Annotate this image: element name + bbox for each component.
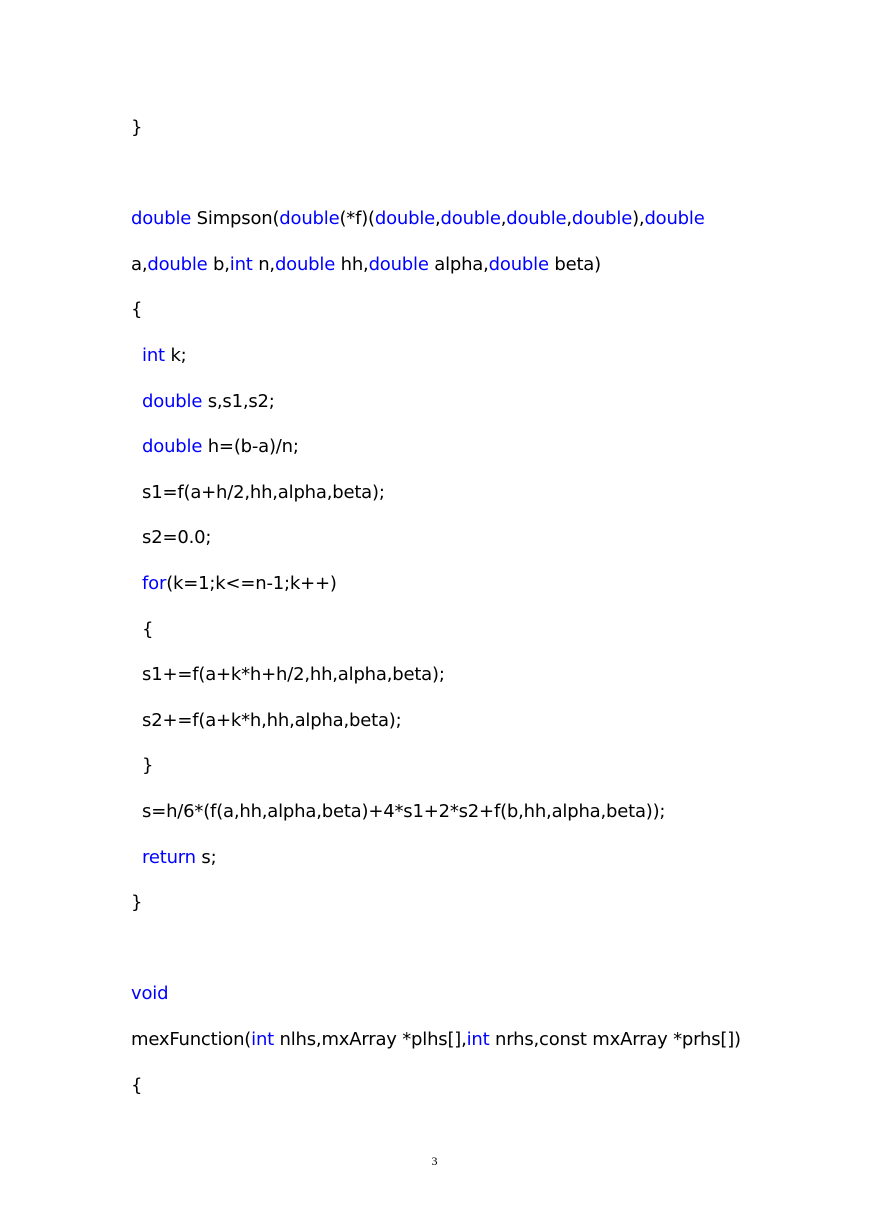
- code-text: (*f)(: [339, 208, 375, 229]
- code-line: [131, 982, 168, 1006]
- code-line: [131, 572, 337, 596]
- code-keyword: double: [131, 208, 192, 229]
- code-line: [131, 435, 299, 459]
- code-keyword: return: [142, 847, 196, 868]
- code-line: [131, 298, 142, 322]
- code-line: [131, 663, 445, 687]
- code-keyword: double: [142, 436, 203, 457]
- code-text: s,s1,s2;: [202, 391, 275, 412]
- code-keyword: int: [229, 254, 253, 275]
- code-keyword: int: [466, 1029, 490, 1050]
- code-text: alpha,: [428, 254, 489, 275]
- code-text: ,: [566, 208, 572, 229]
- code-text: n,: [252, 254, 275, 275]
- code-text: beta): [548, 254, 601, 275]
- code-line: [131, 1028, 741, 1052]
- code-line: [131, 891, 142, 915]
- code-keyword: double: [147, 254, 208, 275]
- code-text: s=h/6*(f(a,hh,alpha,beta)+4*s1+2*s2+f(b,hh,alpha,beta));: [131, 801, 666, 822]
- code-keyword: double: [440, 208, 501, 229]
- code-line: [131, 846, 216, 870]
- code-text: [131, 847, 142, 868]
- code-keyword: void: [131, 983, 169, 1004]
- code-line: [131, 253, 601, 277]
- code-text: b,: [207, 254, 230, 275]
- code-keyword: double: [368, 254, 429, 275]
- code-text: {: [131, 299, 143, 320]
- code-keyword: int: [251, 1029, 275, 1050]
- code-line: [131, 344, 187, 368]
- code-keyword: double: [506, 208, 567, 229]
- code-text: nrhs,const mxArray *prhs[]): [489, 1029, 741, 1050]
- code-keyword: double: [279, 208, 340, 229]
- code-line: [131, 1074, 142, 1098]
- code-keyword: double: [142, 391, 203, 412]
- code-line: [131, 618, 153, 642]
- code-line: [131, 390, 275, 414]
- code-text: s2+=f(a+k*h,hh,alpha,beta);: [131, 710, 402, 731]
- code-text: k;: [164, 345, 187, 366]
- code-text: s2=0.0;: [131, 527, 212, 548]
- code-keyword: double: [644, 208, 705, 229]
- code-keyword: int: [142, 345, 165, 366]
- code-keyword: double: [488, 254, 549, 275]
- code-text: ),: [632, 208, 645, 229]
- code-text: a,: [131, 254, 148, 275]
- code-text: h=(b-a)/n;: [202, 436, 299, 457]
- code-line: [131, 116, 142, 140]
- code-text: [131, 436, 142, 457]
- code-text: hh,: [335, 254, 369, 275]
- code-text: mexFunction(: [131, 1029, 252, 1050]
- code-text: nlhs,mxArray *plhs[],: [274, 1029, 467, 1050]
- code-keyword: double: [571, 208, 633, 229]
- code-line: [131, 481, 385, 505]
- code-text: Simpson(: [191, 208, 280, 229]
- code-text: {: [131, 1075, 143, 1096]
- code-text: }: [131, 755, 154, 776]
- code-text: s1+=f(a+k*h+h/2,hh,alpha,beta);: [131, 664, 445, 685]
- code-line: [131, 754, 153, 778]
- code-keyword: for: [142, 573, 167, 594]
- code-text: }: [131, 892, 143, 913]
- page-number: 3: [431, 1154, 438, 1168]
- code-text: [131, 391, 142, 412]
- code-text: ,: [435, 208, 441, 229]
- code-text: s;: [195, 847, 217, 868]
- code-line: [131, 207, 705, 231]
- code-text: }: [131, 117, 143, 138]
- code-line: [131, 709, 402, 733]
- code-keyword: double: [274, 254, 336, 275]
- code-line: [131, 800, 665, 824]
- code-keyword: double: [374, 208, 436, 229]
- code-text: [131, 345, 142, 366]
- code-text: s1=f(a+h/2,hh,alpha,beta);: [131, 482, 385, 503]
- code-text: ,: [500, 208, 507, 229]
- code-text: {: [131, 619, 154, 640]
- code-text: [131, 573, 142, 594]
- code-line: [131, 526, 211, 550]
- code-text: (k=1;k<=n-1;k++): [166, 573, 337, 594]
